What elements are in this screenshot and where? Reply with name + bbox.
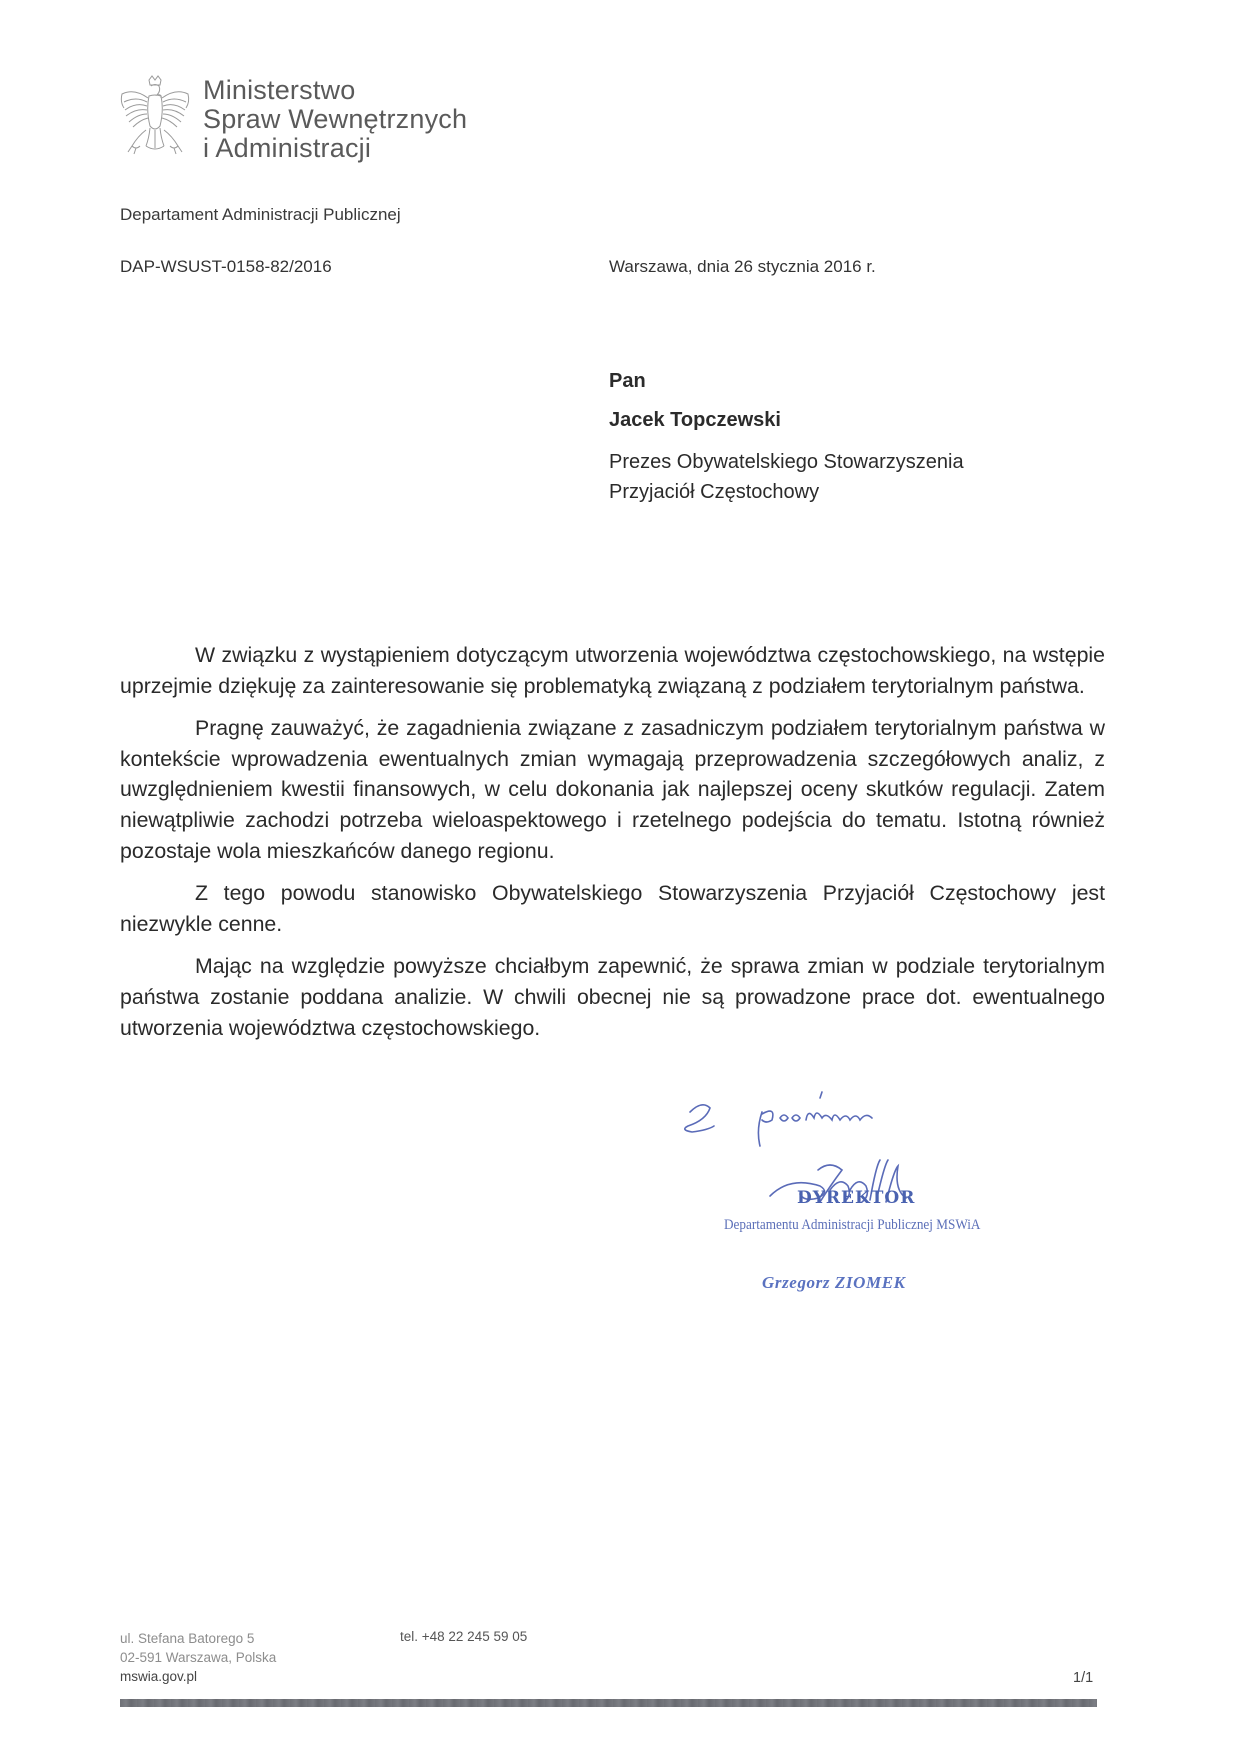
addressee-salutation: Pan xyxy=(609,370,646,392)
addressee-role-line: Przyjaciół Częstochowy xyxy=(609,481,820,503)
ministry-line: i Administracji xyxy=(203,133,372,163)
body-paragraph: W związku z wystąpieniem dotyczącym utworzenia województwa częstochowskiego, na wstępie uprzejmie dziękuję za zainteresowanie się problematyką związaną z podziałem terytorialnym państwa. xyxy=(120,643,1105,698)
footer-website-link[interactable]: mswia.gov.pl xyxy=(120,1669,198,1684)
footer-address-line: ul. Stefana Batorego 5 xyxy=(120,1631,255,1646)
place-and-date: Warszawa, dnia 26 stycznia 2016 r. xyxy=(609,257,876,276)
ministry-name xyxy=(203,76,467,163)
addressee-name: Jacek Topczewski xyxy=(609,409,781,431)
footer-address-line: 02-591 Warszawa, Polska xyxy=(120,1650,277,1665)
footer-address xyxy=(120,1629,276,1686)
letter-body xyxy=(120,640,1105,1055)
body-paragraph: Z tego powodu stanowisko Obywatelskiego Stowarzyszenia Przyjaciół Częstochowy jest niezwykle cenne. xyxy=(120,881,1105,936)
stamp-title: DYREKTOR xyxy=(797,1188,916,1208)
stamp-department: Departamentu Administracji Publicznej MSWiA xyxy=(724,1217,981,1233)
footer-divider-bar xyxy=(120,1699,1097,1707)
reference-number: DAP-WSUST-0158-82/2016 xyxy=(120,257,332,276)
body-paragraph: Mając na względzie powyższe chciałbym zapewnić, że sprawa zmian w podziale terytorialnym państwa zostanie poddana analizie. W chwili obecnej nie są prowadzone prace dot. ewentualnego utworzenia województwa częstochowskiego. xyxy=(120,954,1105,1040)
page-number: 1/1 xyxy=(1073,1670,1094,1686)
addressee-role xyxy=(609,447,964,507)
department-name: Departament Administracji Publicznej xyxy=(120,205,401,224)
addressee-block xyxy=(609,370,964,507)
footer-phone: tel. +48 22 245 59 05 xyxy=(400,1629,528,1644)
ministry-line: Spraw Wewnętrznych xyxy=(203,104,468,134)
ministry-line: Ministerstwo xyxy=(203,75,356,105)
addressee-role-line: Prezes Obywatelskiego Stowarzyszenia xyxy=(609,451,964,473)
body-paragraph: Pragnę zauważyć, że zagadnienia związane z zasadniczym podziałem terytorialnym państwa w kontekście wprowadzenia ewentualnych zmian wymagają przeprowadzenia szczegółowych analiz, z uwzględnieniem kwestii finansowych, w celu dokonania jak najlepszej oceny skutków regulacji. Zatem niewątpliwie zachodzi potrzeba wieloaspektowego i rzetelnego podejścia do tematu. Istotną również pozostaje wola mieszkańców danego regionu. xyxy=(120,716,1105,863)
stamp-signatory-name: Grzegorz ZIOMEK xyxy=(762,1273,906,1292)
polish-eagle-emblem-icon xyxy=(116,74,194,166)
